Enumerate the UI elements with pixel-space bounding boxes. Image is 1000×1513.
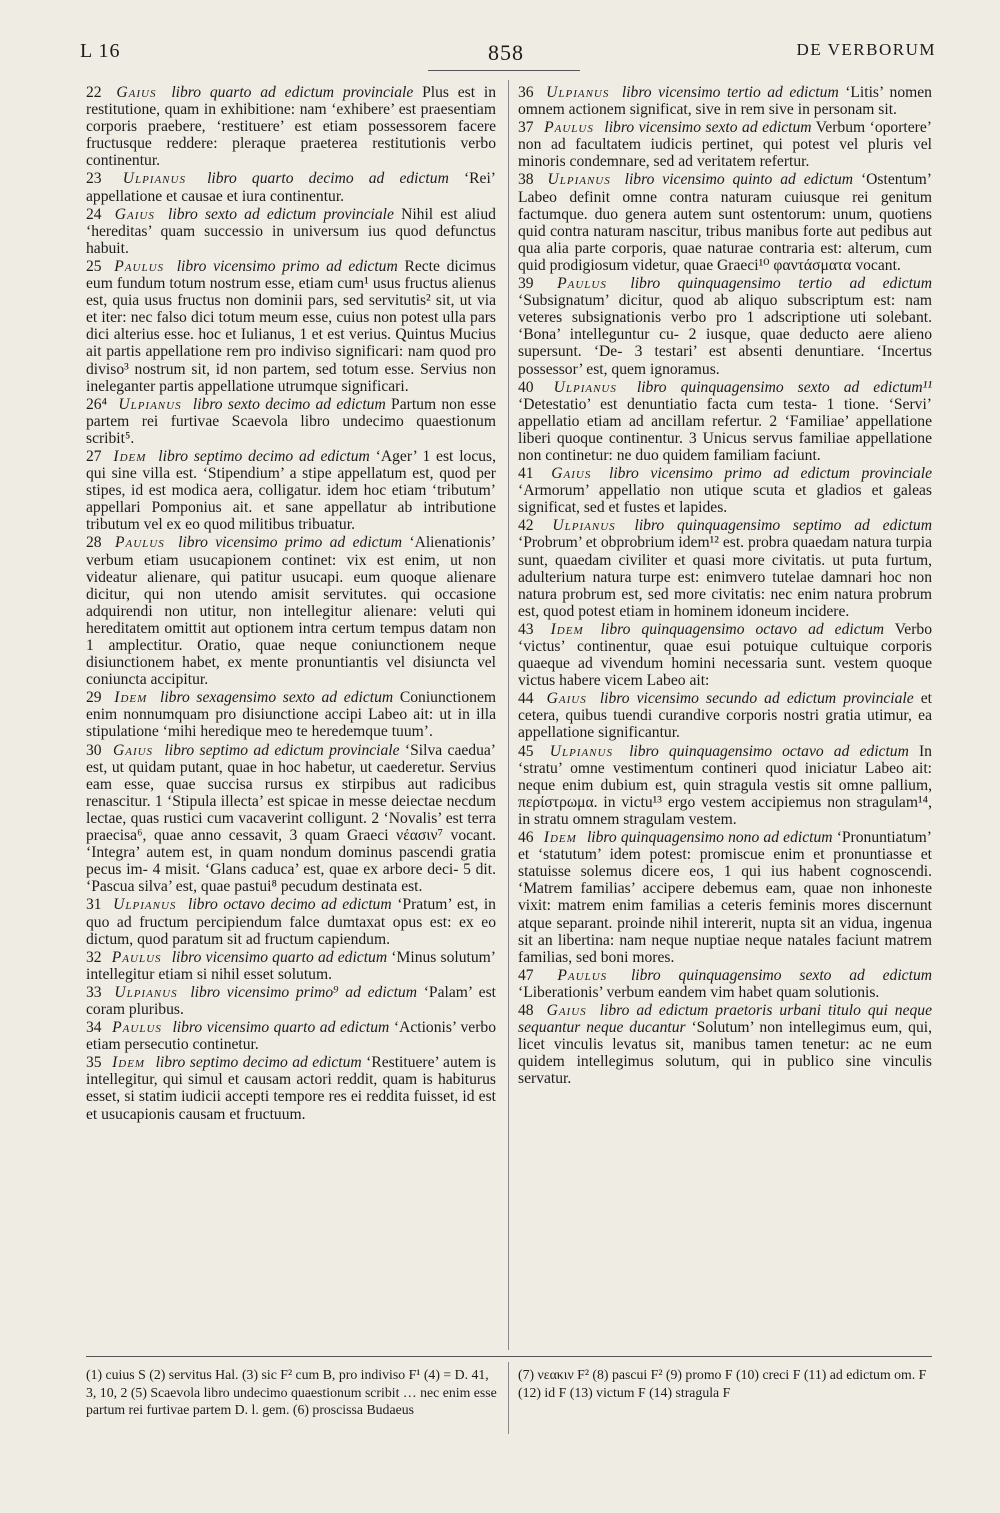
entry-text: Recte dicimus eum fundum totum nostrum esse, etiam cum¹ usus fructus alienus est, quia usus fructus non dominii pars, sed servitutis² sit, ut via et iter: nec falso dici totum meum esse, cuius non potest ulla pars dici alterius esse. hoc et Iulianus, 1 et est verius. Quintus Mucius ait partis appellatione rem pro indiviso significari: nam quod pro diviso³ nostrum sit, id non partem, sed totum esse. Servius non ineleganter partis appellatione utrumque significari. bbox=[86, 257, 496, 395]
page-number: 858 bbox=[488, 40, 524, 65]
entry-author: Idem bbox=[112, 1054, 146, 1072]
digest-entry bbox=[518, 967, 932, 1001]
entry-number: 23 bbox=[86, 170, 102, 188]
entry-text: ‘Subsignatum’ dicitur, quod ab aliquo subscriptum est: nam veteres subsignationis verbo pro 1 adscriptione uti solebant. ‘Bona’ intelleguntur cu- 2 iusque, quae deducto aere alieno supersunt. ‘De- 3 testari’ est absenti denuntiare. ‘Incertus possessor’ est, quem ignoramus. bbox=[518, 292, 932, 378]
entry-work: libro quinquagensimo tertio ad edictum bbox=[630, 275, 932, 293]
entry-text: ‘Liberationis’ verbum eandem vim habet quam solutionis. bbox=[518, 983, 880, 1001]
entry-author: Idem bbox=[113, 447, 147, 465]
entry-number: 35 bbox=[86, 1054, 102, 1072]
entry-work: libro vicensimo primo ad edictum bbox=[178, 534, 402, 552]
entry-work: libro quarto decimo ad edictum bbox=[207, 170, 449, 188]
digest-entry bbox=[86, 448, 496, 533]
entry-text: ‘Minus solutum’ intellegitur etiam si nihil esset solutum. bbox=[86, 948, 496, 983]
entry-text: ‘Probrum’ et obprobrium idem¹² est. probra quaedam natura turpia sunt, quaedam civiliter et quasi more civitatis. ut puta furtum, adulterium natura turpe est: enimvero tutelae damnari hoc non natura probrum est, sed more civitatis: nec enim natura probrum est, quod potest etiam in hominem idoneum incidere. bbox=[518, 534, 932, 620]
digest-entry bbox=[518, 621, 932, 689]
entry-number: 45 bbox=[518, 742, 534, 760]
entry-text: Verbum ‘oportere’ non ad facultatem iudicis pertinet, qui potest vel pluris vel minoris condemnare, sed ad veritatem refertur. bbox=[518, 119, 932, 171]
entry-number: 40 bbox=[518, 378, 534, 396]
entry-text: ‘Ostentum’ Labeo definit omne contra naturam cuiusque rei genitum factumque. duo genera autem sunt ostentorum: unum, quotiens quid contra naturam nascitur, tribus manibus forte aut pedibus aut qua alia parte corporis, quae naturae contraria est: alterum, cum quid prodigiosum videtur, quae Graeci¹⁰ φαντάσματα vocant. bbox=[518, 171, 932, 274]
page-section-label: L 16 bbox=[80, 40, 121, 62]
right-column bbox=[518, 84, 932, 1088]
digest-entry bbox=[86, 396, 496, 447]
entry-author: Gaius bbox=[114, 205, 155, 223]
entry-text: Coniunctionem enim nonnumquam pro disiunctione accipi Labeo ait: ut in illa stipulatione ‘mihi heredique meo te heredemque tuum’. bbox=[86, 689, 496, 741]
digest-entry bbox=[86, 949, 496, 983]
digest-entry bbox=[86, 170, 496, 204]
entry-work: libro quinquagensimo octavo ad edictum bbox=[600, 620, 885, 638]
digest-entry bbox=[518, 690, 932, 741]
entry-work: libro sexto decimo ad edictum bbox=[192, 395, 386, 413]
digest-entry bbox=[518, 171, 932, 274]
entry-text: ‘Solutum’ non intellegimus eum, qui, licet vinculis levatus sit, manibus tamen tenetur: ac ne eum quidem intellegimus solutum, qui in publico sine vinculis servatur. bbox=[518, 1019, 932, 1088]
digest-entry bbox=[518, 1002, 932, 1087]
digest-entry bbox=[86, 742, 496, 896]
entry-work: libro septimo decimo ad edictum bbox=[155, 1054, 362, 1072]
entry-number: 47 bbox=[518, 966, 534, 984]
digest-entry bbox=[86, 689, 496, 740]
entry-work: libro vicensimo quinto ad edictum bbox=[624, 171, 854, 189]
digest-entry bbox=[518, 84, 932, 118]
column-divider bbox=[508, 80, 509, 1350]
digest-entry bbox=[518, 743, 932, 828]
digest-entry bbox=[86, 1054, 496, 1122]
entry-work: libro vicensimo sexto ad edictum bbox=[604, 119, 812, 137]
entry-work: libro vicensimo quarto ad edictum bbox=[171, 948, 388, 966]
entry-text: ‘Pronuntiatum’ et ‘statutum’ idem potest: promiscue enim et pronuntiasse et statuisse solemus dicere eos, 1 qui ius habent cognoscendi. ‘Matrem familias’ accipere debemus eam, quae non inhoneste vixit: matrem enim familias a ceteris feminis mores discernunt atque separant. proinde nihil intererit, nupta sit an vidua, ingenua sit an libertina: nam neque nuptiae neque natales faciunt matrem familias, sed boni mores. bbox=[518, 829, 932, 966]
entry-number: 22 bbox=[86, 84, 102, 101]
entry-text: ‘Detestatio’ est denuntiatio facta cum testa- 1 tione. ‘Servi’ appellatio etiam ad ancillam refertur. 2 ‘Familiae’ appellatione liberi quoque continentur. 3 Unicus servus familiae appellatione non continetur: ne duo quidem familiam faciunt. bbox=[518, 395, 932, 464]
entry-author: Ulpianus bbox=[546, 84, 610, 101]
entry-work: libro vicensimo primo⁹ ad edictum bbox=[190, 983, 417, 1001]
digest-entry bbox=[86, 84, 496, 169]
digest-entry bbox=[86, 1019, 496, 1053]
entry-work: libro quarto ad edictum provinciale bbox=[171, 84, 414, 101]
digest-entry bbox=[86, 984, 496, 1018]
entry-number: 46 bbox=[518, 829, 534, 847]
entry-text: Verbo ‘victus’ continentur, quae esui potuique cultuique corporis quaeque ad vivendum homini necessaria sunt. vestem quoque victus habere vicem Labeo ait: bbox=[518, 620, 933, 690]
entry-work: libro quinquagensimo nono ad edictum bbox=[586, 829, 833, 847]
running-title: DE VERBORUM bbox=[796, 40, 936, 59]
entry-author: Paulus bbox=[112, 1019, 162, 1037]
entry-author: Ulpianus bbox=[552, 517, 616, 535]
entry-text: ‘Alienationis’ verbum etiam usucapionem continet: vix est enim, ut non videatur alienare, qui patitur usucapi. eum quoque alienare dicitur, qui non utendo amisit servitutes. qui occasione adquirendi non utitur, non intellegitur alienare: veluti qui hereditatem omittit aut optionem intra certum tempus datam non 1 amplectitur. Oratio, quae neque coniunctionem neque disiunctionem habet, ex mente pronuntiantis vel disiuncta vel coniuncta accipitur. bbox=[86, 534, 496, 689]
entry-author: Gaius bbox=[112, 741, 154, 759]
entry-number: 36 bbox=[518, 84, 534, 101]
entry-author: Gaius bbox=[546, 1001, 587, 1019]
entry-number: 33 bbox=[86, 983, 102, 1001]
entry-work: libro vicensimo secundo ad edictum provinciale bbox=[599, 690, 914, 708]
entry-work: libro quinquagensimo octavo ad edictum bbox=[629, 742, 909, 760]
digest-entry bbox=[518, 465, 932, 516]
entry-text: et cetera, quibus tuendi curandive corporis nostri gratia utimur, ea appellatione significantur. bbox=[518, 690, 932, 742]
entry-text: ‘Restituere’ autem is intellegitur, qui simul et causam actori reddit, quam is habiturus esset, si statim iudicii accepti tempore res ei reddita fuisset, id est et usucapionis causam et fructuum. bbox=[86, 1054, 496, 1123]
footnote-divider bbox=[508, 1362, 509, 1434]
entry-text: ‘Pratum’ est, in quo ad fructum percipiendum falce dumtaxat opus est: ex eo dictum, quod paratum sit ad fructum capiendum. bbox=[86, 896, 496, 948]
entry-text: Nihil est aliud ‘hereditas’ quam successio in universum ius quod defunctus habuit. bbox=[86, 205, 496, 257]
entry-number: 34 bbox=[86, 1019, 102, 1037]
entry-author: Idem bbox=[550, 620, 584, 638]
entry-work: libro vicensimo tertio ad edictum bbox=[621, 84, 839, 101]
entry-number: 42 bbox=[518, 517, 534, 535]
entry-author: Ulpianus bbox=[553, 378, 617, 396]
left-column bbox=[86, 84, 496, 1124]
footnote-rule bbox=[86, 1356, 932, 1357]
entry-author: Paulus bbox=[111, 948, 162, 966]
digest-entry bbox=[518, 517, 932, 620]
entry-work: libro vicensimo quarto ad edictum bbox=[172, 1019, 390, 1037]
entry-text: ‘Actionis’ verbo etiam persecutio continetur. bbox=[86, 1019, 496, 1054]
entry-author: Paulus bbox=[114, 534, 165, 552]
digest-entry bbox=[518, 119, 932, 170]
entry-number: 44 bbox=[518, 690, 534, 708]
digest-entry bbox=[86, 206, 496, 257]
digest-entry bbox=[86, 896, 496, 947]
entry-number: 38 bbox=[518, 171, 534, 189]
digest-entry bbox=[86, 258, 496, 395]
entry-author: Ulpianus bbox=[113, 896, 177, 914]
entry-number: 28 bbox=[86, 534, 102, 552]
entry-number: 43 bbox=[518, 620, 534, 638]
entry-text: Partum non esse partem rei furtivae Scaevola libro undecimo quaestionum scribit⁵. bbox=[86, 395, 496, 447]
entry-number: 27 bbox=[86, 447, 102, 465]
footnotes-left: (1) cuius S (2) servitus Hal. (3) sic F² cum B, pro indiviso F¹ (4) = D. 41, 3, 10, 2 (5) Scaevola libro undecimo quaestionum scribit … nec enim esse partum rei furtivae partem D. l. gem. (6) proscissa Budaeus bbox=[86, 1367, 497, 1417]
entry-number: 26⁴ bbox=[86, 395, 108, 413]
digest-entry bbox=[518, 275, 932, 378]
entry-number: 24 bbox=[86, 205, 102, 223]
entry-author: Ulpianus bbox=[114, 983, 178, 1001]
entry-author: Paulus bbox=[557, 275, 607, 293]
entry-text: In ‘stratu’ omne vestimentum contineri quod iniciatur Labeo ait: neque enim dubium est, quin stragula vestis sit omne pallium, περίστρωμα. in victu¹³ ergo vestem accipiemus non stragulam¹⁴, in stratu omnem stragulam vestem. bbox=[518, 742, 932, 828]
entry-author: Paulus bbox=[557, 966, 608, 984]
entry-text: ‘Palam’ est coram pluribus. bbox=[86, 983, 496, 1018]
entry-number: 25 bbox=[86, 257, 102, 275]
entry-number: 37 bbox=[518, 119, 534, 137]
entry-work: libro quinquagensimo sexto ad edictum¹¹ bbox=[636, 378, 933, 396]
entry-number: 32 bbox=[86, 948, 102, 966]
entry-work: libro septimo ad edictum provinciale bbox=[164, 741, 400, 759]
entry-text: ‘Silva caedua’ est, ut quidam putant, quae in hoc habetur, ut caederetur. Servius eam esse, quae succisa rursus ex stirpibus aut radicibus renascitur. 1 ‘Stipula illecta’ est spicae in messe deiectae necdum lectae, quas rustici cum vacaverint colligunt. 2 ‘Novalis’ est terra praecisa⁶, quae anno cessavit, 3 quam Graeci νέασιν⁷ vocant. ‘Integra’ autem est, in quam nondum dominus pascendi gratia pecus im- 4 misit. ‘Glans caduca’ est, quae ex arbore deci- 5 dit. ‘Pascua silva’ est, quae pastui⁸ pecudum destinata est. bbox=[86, 741, 497, 896]
entry-work: libro quinquagensimo sexto ad edictum bbox=[630, 966, 932, 984]
entry-number: 39 bbox=[518, 275, 534, 293]
entry-number: 30 bbox=[86, 741, 102, 759]
entry-author: Paulus bbox=[544, 119, 594, 137]
entry-author: Ulpianus bbox=[122, 170, 186, 188]
entry-author: Ulpianus bbox=[118, 395, 182, 413]
entry-work: libro octavo decimo ad edictum bbox=[188, 896, 392, 914]
entry-author: Gaius bbox=[116, 84, 157, 101]
entry-text: ‘Armorum’ appellatio non utique scuta et gladios et galeas significat, sed et fustes et lapides. bbox=[518, 482, 932, 517]
entry-number: 29 bbox=[86, 689, 102, 707]
entry-work: libro septimo decimo ad edictum bbox=[158, 447, 370, 465]
entry-text: ‘Rei’ appellatione et causae et iura continentur. bbox=[86, 170, 496, 205]
footnotes-right: (7) νεακιν F² (8) pascui F² (9) promo F (10) creci F (11) ad edictum om. F (12) id F (13) victum F (14) stragula F bbox=[518, 1367, 927, 1400]
entry-text: ‘Ager’ 1 est locus, qui sine villa est. ‘Stipendium’ a stipe appellatum est, quod per stipes, id est modica aera, colligatur. idem hoc etiam ‘tributum’ appellari Pomponius ait. et sane appellatur ab intributione tributum vel ex eo quod militibus tribuatur. bbox=[86, 447, 497, 534]
entry-work: libro vicensimo primo ad edictum bbox=[176, 257, 398, 275]
entry-work: libro ad edictum praetoris urbani titulo qui neque sequantur neque ducantur bbox=[518, 1001, 933, 1037]
entry-work: libro sexto ad edictum provinciale bbox=[168, 205, 394, 223]
entry-author: Ulpianus bbox=[549, 742, 613, 760]
entry-author: Idem bbox=[114, 689, 148, 707]
entry-author: Gaius bbox=[546, 690, 587, 708]
digest-entry bbox=[86, 534, 496, 688]
entry-number: 31 bbox=[86, 896, 102, 914]
entry-text: ‘Litis’ nomen omnem actionem significat, sive in rem sive in personam sit. bbox=[518, 84, 932, 119]
entry-text: Plus est in restitutione, quam in exhibitione: nam ‘exhibere’ est praesentiam corporis praebere, ‘restituere’ est etiam possessorem facere fructusque reddere: pleraque praeterea restitutionis verbo continentur. bbox=[86, 84, 497, 170]
header-rule bbox=[428, 70, 580, 71]
digest-entry bbox=[518, 829, 932, 966]
entry-author: Ulpianus bbox=[547, 171, 611, 189]
entry-work: libro quinquagensimo septimo ad edictum bbox=[634, 517, 932, 535]
entry-author: Paulus bbox=[114, 257, 165, 275]
entry-work: libro sexagensimo sexto ad edictum bbox=[160, 689, 394, 707]
entry-author: Idem bbox=[543, 829, 577, 847]
entry-work: libro vicensimo primo ad edictum provinciale bbox=[609, 465, 932, 483]
entry-author: Gaius bbox=[551, 465, 592, 483]
digest-entry bbox=[518, 379, 932, 464]
entry-number: 41 bbox=[518, 465, 534, 483]
entry-number: 48 bbox=[518, 1001, 534, 1019]
